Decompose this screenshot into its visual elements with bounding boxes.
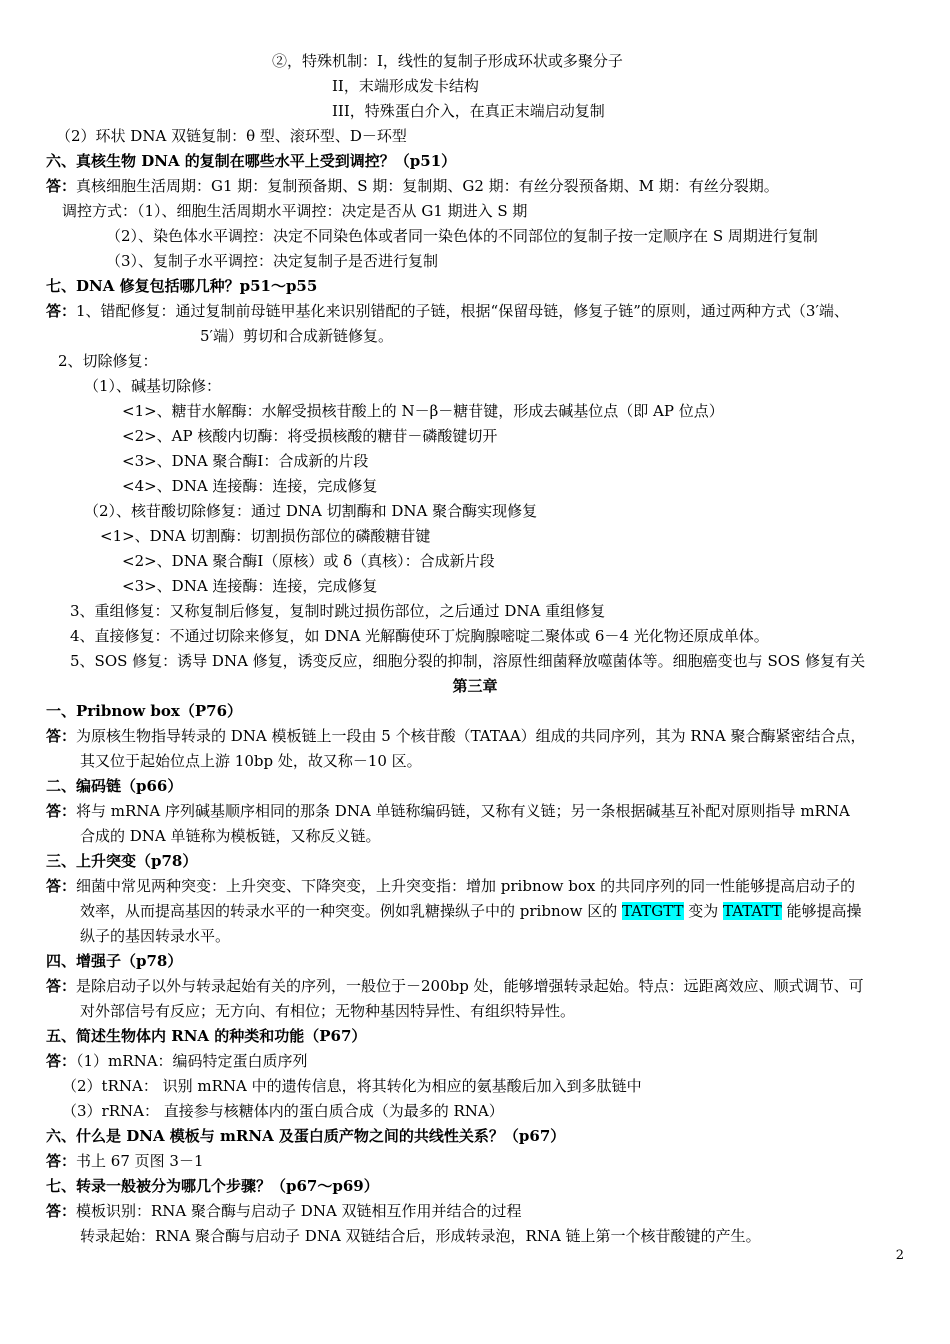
text-line: （3）rRNA： 直接参与核糖体内的蛋白质合成（为最多的 RNA） — [62, 1102, 504, 1120]
text-segment: 变为 — [683, 902, 724, 920]
answer-text: 将与 mRNA 序列碱基顺序相同的那条 DNA 单链称编码链，又称有义链；另一条根据碱基互补配对原则指导 mRNA — [76, 802, 850, 820]
text-line: 4、直接修复：不通过切除来修复，如 DNA 光解酶使环丁烷胸腺嘧啶二聚体或 6－4 光化物还原成单体。 — [70, 627, 769, 645]
text-line: <1>、DNA 切割酶：切割损伤部位的磷酸糖苷键 — [100, 527, 431, 545]
text-line: 5、SOS 修复：诱导 DNA 修复，诱变反应，细胞分裂的抑制，溶原性细菌释放噬菌体等。细胞癌变也与 SOS 修复有关 — [70, 652, 866, 670]
answer-text: 真核细胞生活周期：G1 期：复制预备期、S 期：复制期、G2 期：有丝分裂预备期、M 期：有丝分裂期。 — [76, 177, 779, 195]
answer-label: 答： — [46, 877, 77, 895]
answer-label: 答： — [46, 1152, 77, 1170]
text-line: 其又位于起始位点上游 10bp 处，故又称－10 区。 — [80, 752, 422, 770]
question-heading: 二、编码链（p66） — [46, 777, 183, 795]
text-segment: 效率，从而提高基因的转录水平的一种突变。例如乳糖操纵子中的 pribnow 区的 — [80, 902, 623, 920]
text-line: （2）环状 DNA 双链复制：θ 型、滚环型、D－环型 — [56, 127, 407, 145]
answer-label: 答： — [46, 302, 77, 320]
answer-text: 模板识别：RNA 聚合酶与启动子 DNA 双链相互作用并结合的过程 — [76, 1202, 522, 1220]
answer-label: 答： — [46, 727, 77, 745]
question-heading: 六、什么是 DNA 模板与 mRNA 及蛋白质产物之间的共线性关系？（p67） — [46, 1127, 566, 1145]
answer-text: （1）mRNA：编码特定蛋白质序列 — [76, 1052, 308, 1070]
answer-line — [46, 975, 864, 997]
text-line — [80, 900, 862, 922]
question-heading: 三、上升突变（p78） — [46, 852, 198, 870]
answer-label: 答： — [46, 1052, 77, 1070]
question-heading: 七、转录一般被分为哪几个步骤？（p67～p69） — [46, 1177, 379, 1195]
text-line: III，特殊蛋白介入，在真正末端启动复制 — [332, 102, 605, 120]
text-line: 合成的 DNA 单链称为模板链，又称反义链。 — [80, 827, 381, 845]
answer-text: 细菌中常见两种突变：上升突变、下降突变，上升突变指：增加 pribnow box 的共同序列的同一性能够提高启动子的 — [76, 877, 856, 895]
answer-text: 是除启动子以外与转录起始有关的序列，一般位于－200bp 处，能够增强转录起始。特点：远距离效应、顺式调节、可 — [76, 977, 864, 995]
text-segment: 能够提高操 — [781, 902, 862, 920]
highlighted-sequence: TATGTT — [622, 902, 684, 920]
text-line: （2）、染色体水平调控：决定不同染色体或者同一染色体的不同部位的复制子按一定顺序在 S 周期进行复制 — [106, 227, 818, 245]
answer-line — [46, 875, 855, 897]
answer-line — [46, 800, 850, 822]
answer-line — [46, 1200, 522, 1222]
text-line: 纵子的基因转录水平。 — [80, 927, 231, 945]
text-line: 对外部信号有反应；无方向、有相位；无物种基因特异性、有组织特异性。 — [80, 1002, 576, 1020]
text-line: <2>、AP 核酸内切酶：将受损核酸的糖苷－磷酸键切开 — [122, 427, 498, 445]
answer-label: 答： — [46, 977, 77, 995]
text-line: （2）tRNA： 识别 mRNA 中的遗传信息，将其转化为相应的氨基酸后加入到多肽链中 — [62, 1077, 642, 1095]
answer-line — [46, 725, 865, 747]
chapter-title: 第三章 — [452, 677, 498, 695]
answer-label: 答： — [46, 1202, 77, 1220]
text-line: <1>、糖苷水解酶：水解受损核苷酸上的 N－β－糖苷键，形成去碱基位点（即 AP 位点） — [122, 402, 724, 420]
answer-text: 1、错配修复：通过复制前母链甲基化来识别错配的子链，根据“保留母链，修复子链”的原则，通过两种方式（3′端、 — [76, 302, 849, 320]
text-line: （2）、核苷酸切除修复：通过 DNA 切割酶和 DNA 聚合酶实现修复 — [84, 502, 538, 520]
answer-label: 答： — [46, 802, 77, 820]
answer-text: 书上 67 页图 3－1 — [76, 1152, 204, 1170]
question-heading: 七、DNA 修复包括哪几种？p51～p55 — [46, 277, 318, 295]
highlighted-sequence: TATATT — [723, 902, 782, 920]
text-line: <3>、DNA 聚合酶Ⅰ：合成新的片段 — [122, 452, 369, 470]
page-number: 2 — [895, 1248, 904, 1263]
text-line: 转录起始：RNA 聚合酶与启动子 DNA 双链结合后，形成转录泡，RNA 链上第一个核苷酸键的产生。 — [80, 1227, 761, 1245]
text-line: II，末端形成发卡结构 — [332, 77, 479, 95]
answer-line — [46, 175, 779, 197]
answer-text: 为原核生物指导转录的 DNA 模板链上一段由 5 个核苷酸（TATAA）组成的共同序列，其为 RNA 聚合酶紧密结合点， — [76, 727, 866, 745]
question-heading: 六、真核生物 DNA 的复制在哪些水平上受到调控？（p51） — [46, 152, 457, 170]
text-line: <2>、DNA 聚合酶Ⅰ（原核）或 δ（真核）：合成新片段 — [122, 552, 495, 570]
text-line: <4>、DNA 连接酶：连接，完成修复 — [122, 477, 378, 495]
question-heading: 五、简述生物体内 RNA 的种类和功能（P67） — [46, 1027, 367, 1045]
answer-line — [46, 1150, 204, 1172]
answer-label: 答： — [46, 177, 77, 195]
text-line: （1）、碱基切除修： — [84, 377, 222, 395]
question-heading: 一、Pribnow box（P76） — [46, 702, 243, 720]
text-line: （3）、复制子水平调控：决定复制子是否进行复制 — [106, 252, 439, 270]
answer-line — [46, 1050, 308, 1072]
question-heading: 四、增强子（p78） — [46, 952, 183, 970]
answer-line — [46, 300, 849, 322]
text-line: ②，特殊机制：I，线性的复制子形成环状或多聚分子 — [272, 52, 623, 70]
text-line: 5′端）剪切和合成新链修复。 — [200, 327, 393, 345]
text-line: 3、重组修复：又称复制后修复，复制时跳过损伤部位，之后通过 DNA 重组修复 — [70, 602, 606, 620]
text-line: 2、切除修复： — [58, 352, 158, 370]
text-line: <3>、DNA 连接酶：连接，完成修复 — [122, 577, 378, 595]
text-line: 调控方式：（1）、细胞生活周期水平调控：决定是否从 G1 期进入 S 期 — [62, 202, 528, 220]
